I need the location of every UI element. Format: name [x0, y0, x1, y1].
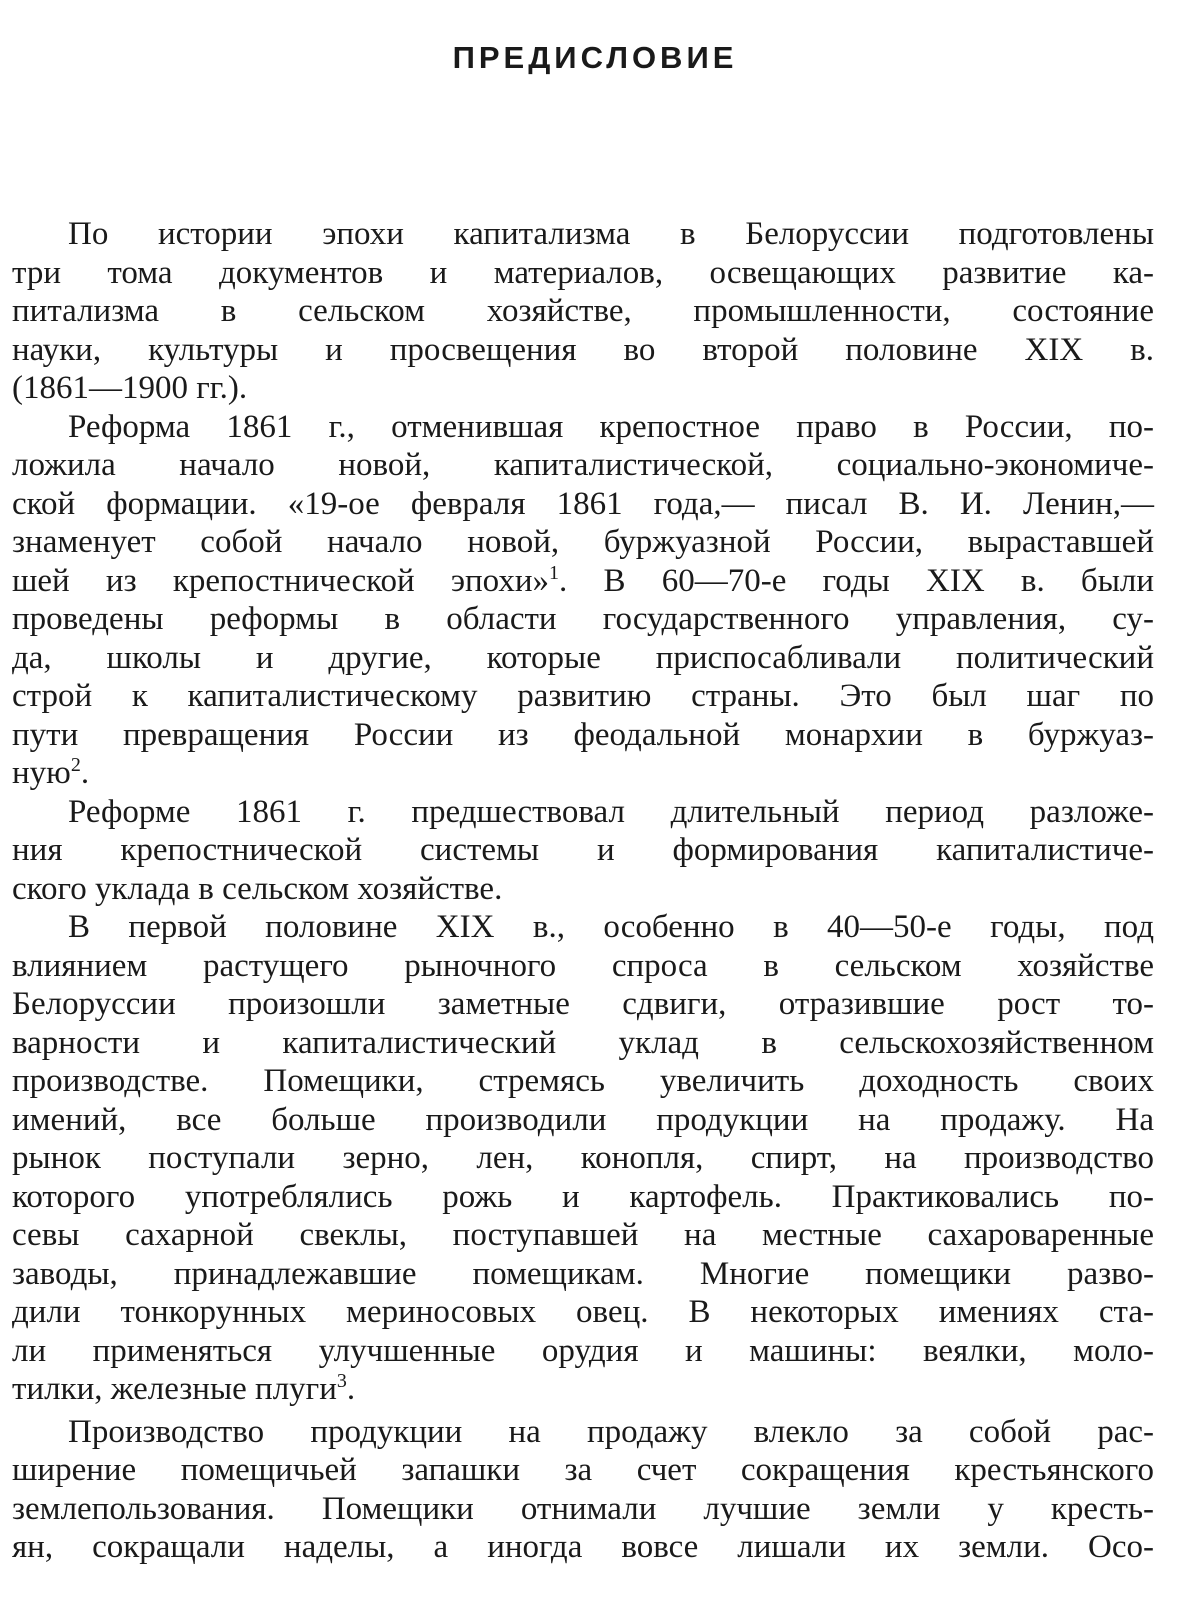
- text-segment: . В 60—70-е годы XIX в. были: [559, 562, 1155, 599]
- text-line: производстве. Помещики, стремясь увеличить доходность своих: [12, 1063, 1154, 1099]
- text-line: ского уклада в сельском хозяйстве.: [12, 870, 503, 907]
- text-line: пути превращения России из феодальной монархии в буржуаз-: [12, 716, 1154, 753]
- text-line: влиянием растущего рыночного спроса в сельском хозяйстве: [12, 947, 1154, 984]
- text-line: питализма в сельском хозяйстве, промышленности, состояние: [12, 293, 1154, 329]
- text-line: варности и капиталистический уклад в сельскохозяйственном: [12, 1024, 1154, 1061]
- text-line-with-footnote: [12, 1370, 1154, 1409]
- text-line: (1861—1900 гг.).: [12, 370, 248, 406]
- text-line: ложила начало новой, капиталистической, социально-экономиче-: [12, 447, 1154, 483]
- text-line: дили тонкорунных мериносовых овец. В некоторых имениях ста-: [12, 1294, 1154, 1330]
- text-line: три тома документов и материалов, освещающих развитие ка-: [12, 254, 1154, 291]
- text-line: Производство продукции на продажу влекло за собой рас-: [68, 1413, 1154, 1450]
- text-line: имений, все больше производили продукции на продажу. На: [12, 1101, 1154, 1138]
- text-line: науки, культуры и просвещения во второй половине XIX в.: [12, 331, 1154, 368]
- text-line: да, школы и другие, которые приспосабливали политический: [12, 639, 1154, 676]
- text-line: ян, сокращали наделы, а иногда вовсе лишали их земли. Осо-: [12, 1529, 1154, 1565]
- text-segment: шей из крепостнической эпохи»: [12, 562, 550, 599]
- text-line: В первой половине XIX в., особенно в 40—50-е годы, под: [68, 909, 1154, 945]
- text-line: ния крепостнической системы и формирования капиталистиче-: [12, 832, 1154, 868]
- text-line: ской формации. «19-ое февраля 1861 года,— писал В. И. Ленин,—: [12, 485, 1154, 522]
- footnote-marker: 2: [70, 754, 81, 776]
- text-line-with-footnote: [12, 562, 1154, 601]
- text-line: Реформа 1861 г., отменившая крепостное право в России, по-: [68, 408, 1154, 445]
- text-line: проведены реформы в области государственного управления, су-: [12, 601, 1154, 637]
- footnote-marker: 1: [549, 561, 560, 584]
- text-segment: .: [80, 755, 90, 791]
- body-text: [12, 215, 1154, 1567]
- text-line: заводы, принадлежавшие помещикам. Многие помещики разво-: [12, 1255, 1154, 1292]
- text-line: Реформе 1861 г. предшествовал длительный период разложе-: [68, 793, 1154, 830]
- text-line: По истории эпохи капитализма в Белоруссии подготовлены: [68, 216, 1154, 252]
- text-line: Белоруссии произошли заметные сдвиги, отразившие рост то-: [12, 986, 1154, 1022]
- text-line: которого употреблялись рожь и картофель. Практиковались по-: [12, 1178, 1154, 1215]
- text-line: знаменует собой начало новой, буржуазной России, выраставшей: [12, 524, 1154, 560]
- text-line: строй к капиталистическому развитию страны. Это был шаг по: [12, 678, 1154, 714]
- text-line: ли применяться улучшенные орудия и машины: веялки, моло-: [12, 1332, 1154, 1369]
- page-title: ПРЕДИСЛОВИЕ: [452, 40, 738, 75]
- text-line: севы сахарной свеклы, поступавшей на местные сахароваренные: [12, 1217, 1154, 1253]
- text-segment: ную: [12, 755, 71, 791]
- text-line: рынок поступали зерно, лен, конопля, спирт, на производство: [12, 1140, 1154, 1176]
- text-line: землепользования. Помещики отнимали лучшие земли у кресть-: [12, 1490, 1154, 1527]
- text-line: ширение помещичьей запашки за счет сокращения крестьянского: [12, 1452, 1154, 1488]
- text-line-with-footnote: [12, 754, 1154, 793]
- footnote-marker: 3: [336, 1370, 347, 1392]
- text-segment: тилки, железные плуги: [12, 1371, 337, 1407]
- text-segment: .: [346, 1371, 356, 1407]
